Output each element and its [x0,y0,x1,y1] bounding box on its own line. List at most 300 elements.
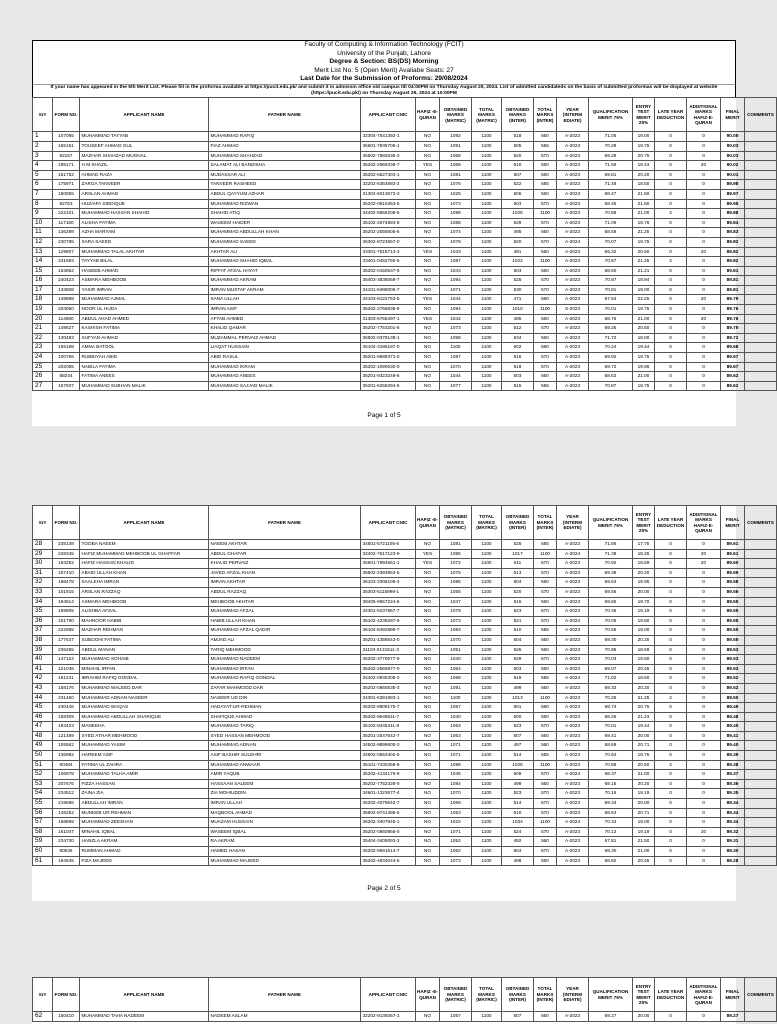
cell-late-year-deduction: 0 [655,616,687,626]
cell-sr: 30 [33,559,53,569]
cell-hafiz: NO [416,770,440,780]
column-header-late-year-deduction: LATE YEAR DEDUCTION [655,978,687,1012]
cell-late-year-deduction: 0 [655,170,687,180]
cell-father-name: AMIR YAQUB [209,770,361,780]
last-date: Last Date for the Submission of Proforms: 29/08/2024 [300,75,468,83]
cell-late-year-deduction: 0 [655,741,687,751]
cell-form-no: 175971 [53,180,80,190]
cell-obtained-matric: 1070 [440,362,472,372]
cell-final-merit: 89.95 [721,199,745,209]
cell-applicant-cnic: 35202-4934044-6 [361,856,416,866]
header-row [33,506,777,540]
cell-total-inter: 570 [534,285,557,295]
cell-applicant-name: MANEEHA [80,722,209,732]
cell-final-merit: 89.55 [721,635,745,645]
column-header-additional-marks: ADDITIONAL MARKS HAFIZ-E-QURAN [687,506,721,540]
cell-applicant-name: MUHAMMAD ZEESHAN [80,818,209,828]
cell-obtained-matric: 1043 [440,247,472,257]
cell-total-inter: 570 [534,218,557,228]
cell-qualification-merit: 69.16 [589,779,633,789]
cell-obtained-matric: 1042 [440,314,472,324]
column-header-sr: Sr# [33,978,53,1012]
cell-entry-test-merit: 18.75 [633,381,655,391]
cell-final-merit: 89.58 [721,578,745,588]
cell-total-matric: 1100 [472,549,502,559]
cell-form-no: 177637 [53,635,80,645]
cell-total-inter: 560 [534,856,557,866]
cell-year: A-2023 [557,789,589,799]
cell-form-no: 228345 [53,549,80,559]
column-header-additional-marks: ADDITIONAL MARKS HAFIZ-E-QURAN [687,978,721,1012]
cell-final-merit: 89.34 [721,808,745,818]
cell-additional-marks: 0 [687,257,721,267]
cell-late-year-deduction: 0 [655,789,687,799]
cell-total-matric: 1100 [472,655,502,665]
cell-additional-marks: 0 [687,218,721,228]
cell-additional-marks: 20 [687,549,721,559]
cell-form-no: 202055 [53,362,80,372]
cell-applicant-name: ALISHBA AFZAL [80,607,209,617]
cell-final-merit: 89.81 [721,285,745,295]
table-row [33,616,777,626]
table-row [33,132,777,142]
cell-father-name: WASEEM HAIDER [209,218,361,228]
cell-final-merit: 89.53 [721,645,745,655]
header-row [33,98,777,132]
table-row [33,856,777,866]
cell-additional-marks: 0 [687,645,721,655]
column-header-obtained-inter: OBTAINED MARKS (INTER) [502,978,534,1012]
cell-entry-test-merit: 18.69 [633,559,655,569]
cell-sr: 21 [33,324,53,334]
cell-additional-marks: 0 [687,789,721,799]
cell-applicant-cnic: 36104-8492889-7 [361,626,416,636]
cell-form-no: 88244 [53,372,80,382]
cell-father-name: ZIA MOHIUDDIN [209,789,361,799]
cell-total-matric: 1100 [472,540,502,550]
cell-obtained-inter: 514 [502,751,534,761]
cell-total-matric: 1100 [472,180,502,190]
cell-hafiz: NO [416,189,440,199]
cell-total-inter: 570 [534,770,557,780]
table-row [33,568,777,578]
cell-comments [745,333,777,343]
cell-total-inter: 555 [534,381,557,391]
cell-hafiz: YES [416,559,440,569]
cell-qualification-merit: 71.72 [589,333,633,343]
table-row [33,151,777,161]
cell-hafiz: YES [416,549,440,559]
cell-entry-test-merit: 21.50 [633,189,655,199]
cell-total-inter: 560 [534,664,557,674]
cell-final-merit: 89.34 [721,818,745,828]
cell-obtained-matric: 1071 [440,741,472,751]
cell-applicant-cnic: 35201-9688371-0 [361,353,416,363]
cell-final-merit: 89.68 [721,343,745,353]
cell-form-no: 163852 [53,266,80,276]
cell-applicant-cnic: 35202-0860866-0 [361,827,416,837]
cell-year: A-2023 [557,247,589,257]
cell-father-name: ABID RASUL [209,353,361,363]
cell-obtained-matric: 1064 [440,664,472,674]
cell-sr: 59 [33,837,53,847]
cell-form-no: 241693 [53,257,80,267]
cell-comments [745,587,777,597]
cell-form-no: 147124 [53,655,80,665]
cell-father-name: RIFFAT AFZAL HAYAT [209,266,361,276]
cell-obtained-matric: 1045 [440,770,472,780]
cell-total-inter: 570 [534,655,557,665]
cell-entry-test-merit: 19.00 [633,626,655,636]
cell-obtained-inter: 471 [502,295,534,305]
cell-additional-marks: 0 [687,626,721,636]
cell-obtained-inter: 530 [502,285,534,295]
cell-hafiz: NO [416,789,440,799]
cell-applicant-name: MUHAMMAD AJMAL [80,295,209,305]
cell-obtained-inter: 503 [502,372,534,382]
cell-total-matric: 1100 [472,616,502,626]
column-header-qualification-merit: QUALIFICATION MERIT 75% [589,98,633,132]
table-row [33,559,777,569]
cell-year: A-2023 [557,731,589,741]
cell-applicant-name: SARA SAEED [80,237,209,247]
cell-form-no: 157410 [53,568,80,578]
cell-comments [745,635,777,645]
merit-list-header [32,40,736,97]
cell-late-year-deduction: 0 [655,847,687,857]
cell-qualification-merit: 70.55 [589,626,633,636]
column-header-total-matric: TOTAL MARKS (MATRIC) [472,978,502,1012]
cell-year: A-2023 [557,847,589,857]
cell-final-merit: 89.97 [721,189,745,199]
cell-obtained-inter: 515 [502,381,534,391]
cell-final-merit: 89.62 [721,372,745,382]
cell-total-inter: 570 [534,722,557,732]
cell-applicant-name: SAALEHA IMRAN [80,578,209,588]
cell-hafiz: NO [416,324,440,334]
column-header-hafiz: HAFIZ -E- QURAN [416,978,440,1012]
cell-year: A-2024 [557,770,589,780]
cell-total-matric: 1100 [472,257,502,267]
cell-final-merit: 89.82 [721,247,745,257]
cell-year: A-2023 [557,741,589,751]
cell-applicant-name: ASMARA MEHBOOB [80,276,209,286]
cell-comments [745,218,777,228]
cell-entry-test-merit: 20.20 [633,568,655,578]
cell-father-name: ZAFAR MAHMOOD DAR [209,683,361,693]
cell-sr: 18 [33,295,53,305]
cell-applicant-name: MUHAMMAD HASSAN SHAHID [80,209,209,219]
cell-late-year-deduction: 0 [655,578,687,588]
cell-additional-marks: 0 [687,760,721,770]
cell-father-name: AFTAB AHMED [209,314,361,324]
cell-form-no: 149898 [53,295,80,305]
cell-late-year-deduction: 0 [655,189,687,199]
cell-qualification-merit: 70.88 [589,209,633,219]
cell-hafiz: NO [416,276,440,286]
cell-applicant-cnic: 35404-3405093-3 [361,837,416,847]
cell-father-name: MAQBOOL AHMAD [209,808,361,818]
table-row [33,693,777,703]
cell-applicant-cnic: 35202-2565877-0 [361,664,416,674]
column-header-obtained-matric: OBTAINED MARKS (MATRIC) [440,98,472,132]
cell-late-year-deduction: 0 [655,674,687,684]
cell-obtained-matric: 1072 [440,559,472,569]
cell-qualification-merit: 67.81 [589,837,633,847]
table-row [33,779,777,789]
table-body [33,132,777,391]
cell-form-no: 161241 [53,674,80,684]
cell-comments [745,381,777,391]
cell-form-no: 161047 [53,827,80,837]
cell-obtained-inter: 497 [502,741,534,751]
cell-father-name: MUHAMMAD ABDULLAH KHAN [209,228,361,238]
cell-total-inter: 1100 [534,693,557,703]
cell-comments [745,132,777,142]
cell-hafiz: NO [416,257,440,267]
column-header-hafiz: HAFIZ -E- QURAN [416,98,440,132]
cell-applicant-name: MAZHAR REHMAN [80,626,209,636]
cell-comments [745,789,777,799]
cell-year: A-2023 [557,568,589,578]
cell-final-merit: 89.53 [721,664,745,674]
table-row [33,808,777,818]
cell-sr: 43 [33,683,53,693]
table-row [33,305,777,315]
cell-late-year-deduction: 0 [655,818,687,828]
cell-father-name: MUHAMMAD SAEED [209,237,361,247]
cell-entry-test-merit: 19.70 [633,597,655,607]
cell-sr: 41 [33,664,53,674]
cell-form-no: 222995 [53,626,80,636]
cell-final-merit: 89.67 [721,362,745,372]
cell-late-year-deduction: 0 [655,228,687,238]
cell-obtained-inter: 509 [502,770,534,780]
cell-comments [745,266,777,276]
cell-entry-test-merit: 20.45 [633,856,655,866]
cell-total-inter: 555 [534,626,557,636]
cell-applicant-cnic: 36602-8741486-5 [361,808,416,818]
table-row [33,353,777,363]
cell-applicant-cnic: 34502-9899600-3 [361,741,416,751]
cell-final-merit: 90.03 [721,151,745,161]
cell-total-inter: 570 [534,827,557,837]
cell-total-matric: 1100 [472,847,502,857]
cell-applicant-name: MUHAMMAD WAQAS [80,703,209,713]
cell-additional-marks: 0 [687,808,721,818]
cell-entry-test-merit: 18.50 [633,674,655,684]
cell-obtained-inter: 506 [502,189,534,199]
cell-applicant-cnic: 33301-7515713-3 [361,247,416,257]
cell-applicant-cnic: 38405-9657224-6 [361,597,416,607]
cell-total-inter: 570 [534,353,557,363]
cell-qualification-merit: 69.32 [589,683,633,693]
cell-additional-marks: 20 [687,559,721,569]
cell-year: A-2023 [557,655,589,665]
cell-father-name: NASEER UD DIN [209,693,361,703]
cell-final-merit: 89.45 [721,722,745,732]
cell-final-merit: 89.88 [721,209,745,219]
cell-comments [745,655,777,665]
cell-entry-test-merit: 20.50 [633,324,655,334]
cell-late-year-deduction: 0 [655,655,687,665]
table-row [33,597,777,607]
cell-late-year-deduction: 0 [655,837,687,847]
cell-obtained-matric: 1081 [440,540,472,550]
cell-comments [745,664,777,674]
cell-sr: 2 [33,141,53,151]
cell-final-merit: 89.37 [721,770,745,780]
cell-total-matric: 1100 [472,818,502,828]
cell-applicant-cnic: 31304-6013672-3 [361,189,416,199]
cell-obtained-matric: 1040 [440,655,472,665]
table-row [33,333,777,343]
cell-late-year-deduction: 0 [655,770,687,780]
cell-qualification-merit: 68.60 [589,266,633,276]
cell-sr: 24 [33,353,53,363]
cell-form-no: 136982 [53,751,80,761]
cell-entry-test-merit: 21.50 [633,199,655,209]
cell-comments [745,189,777,199]
cell-applicant-name: AHMAD RAZA [80,170,209,180]
cell-form-no: 117150 [53,218,80,228]
cell-total-matric: 1100 [472,276,502,286]
cell-year: A-2023 [557,276,589,286]
cell-hafiz: NO [416,597,440,607]
cell-father-name: MUHAMMAD AFZAL QADIR [209,626,361,636]
cell-father-name: MUHAMMAD AFZAL [209,607,361,617]
cell-form-no: 100756 [53,353,80,363]
cell-father-name: MUAZAM HUSSAIN [209,818,361,828]
cell-year: A-2023 [557,161,589,171]
cell-obtained-inter: 495 [502,228,534,238]
cell-father-name: AMJAD ALI [209,635,361,645]
cell-hafiz: NO [416,209,440,219]
cell-applicant-name: ABDUL MANAN [80,645,209,655]
cell-qualification-merit: 69.27 [589,1012,633,1022]
cell-obtained-inter: 1025 [502,760,534,770]
cell-late-year-deduction: 0 [655,372,687,382]
cell-total-matric: 1100 [472,141,502,151]
cell-applicant-name: HAREEM ASIF [80,751,209,761]
cell-late-year-deduction: 0 [655,199,687,209]
cell-form-no: 234512 [53,789,80,799]
cell-year: A-2023 [557,333,589,343]
cell-applicant-name: AZHA MARYAM [80,228,209,238]
table-row [33,295,777,305]
cell-year: A-2024 [557,549,589,559]
cell-applicant-cnic: 35202-2766838-8 [361,305,416,315]
cell-applicant-cnic: 35201-2547642-7 [361,731,416,741]
cell-qualification-merit: 70.57 [589,257,633,267]
cell-final-merit: 89.61 [721,549,745,559]
cell-entry-test-merit: 19.75 [633,353,655,363]
cell-obtained-inter: 1010 [502,305,534,315]
cell-hafiz: NO [416,645,440,655]
cell-year: A-2023 [557,799,589,809]
cell-entry-test-merit: 18.69 [633,645,655,655]
cell-obtained-matric: 1043 [440,266,472,276]
cell-total-inter: 560 [534,779,557,789]
cell-applicant-name: FIZZA HASSAN [80,779,209,789]
cell-applicant-name: YASIR IMRAN [80,285,209,295]
cell-obtained-inter: 514 [502,799,534,809]
cell-father-name: HAMED HASAN [209,847,361,857]
cell-hafiz: YES [416,314,440,324]
cell-total-matric: 1100 [472,635,502,645]
cell-obtained-inter: 520 [502,587,534,597]
column-header-total-inter: TOTAL MARKS (INTER) [534,98,557,132]
column-header-father-name: FATHER NAME [209,98,361,132]
cell-year: A-2023 [557,199,589,209]
cell-sr: 52 [33,770,53,780]
cell-hafiz: NO [416,856,440,866]
cell-hafiz: NO [416,372,440,382]
cell-qualification-merit: 70.07 [589,237,633,247]
cell-hafiz: NO [416,170,440,180]
cell-sr: 23 [33,343,53,353]
cell-obtained-inter: 513 [502,568,534,578]
cell-qualification-merit: 70.03 [589,655,633,665]
table-row [33,664,777,674]
cell-comments [745,674,777,684]
cell-final-merit: 89.48 [721,712,745,722]
cell-total-inter: 560 [534,635,557,645]
cell-late-year-deduction: 0 [655,856,687,866]
cell-obtained-matric: 1071 [440,285,472,295]
cell-entry-test-merit: 19.50 [633,655,655,665]
cell-obtained-matric: 1053 [440,808,472,818]
cell-sr: 36 [33,616,53,626]
cell-hafiz: NO [416,285,440,295]
cell-late-year-deduction: 0 [655,664,687,674]
cell-qualification-merit: 69.28 [589,151,633,161]
table-row [33,180,777,190]
cell-qualification-merit: 68.62 [589,372,633,382]
cell-comments [745,626,777,636]
cell-form-no: 185171 [53,161,80,171]
cell-form-no: 222101 [53,209,80,219]
cell-applicant-cnic: 35102-4238287-8 [361,616,416,626]
cell-hafiz: NO [416,847,440,857]
cell-additional-marks: 0 [687,540,721,550]
cell-form-no: 188478 [53,578,80,588]
cell-total-matric: 1100 [472,703,502,713]
cell-comments [745,285,777,295]
cell-sr: 14 [33,257,53,267]
cell-qualification-merit: 71.09 [589,218,633,228]
cell-total-matric: 1100 [472,305,502,315]
cell-applicant-cnic: 34602-0553402-6 [361,751,416,761]
cell-hafiz: NO [416,237,440,247]
cell-applicant-name: TOOBA NAEEM [80,540,209,550]
pdf-page-1 [32,40,774,426]
cell-applicant-name: SYED ATHAR MEHMOOD [80,731,209,741]
cell-sr: 44 [33,693,53,703]
cell-total-inter: 560 [534,712,557,722]
cell-total-inter: 560 [534,161,557,171]
cell-applicant-cnic: 35202-3770077-9 [361,655,416,665]
cell-total-matric: 1100 [472,712,502,722]
cell-comments [745,237,777,247]
cell-year: A-2023 [557,266,589,276]
cell-sr: 50 [33,751,53,761]
cell-late-year-deduction: 0 [655,295,687,305]
table-row [33,674,777,684]
cell-form-no: 240423 [53,276,80,286]
cell-hafiz: NO [416,751,440,761]
cell-total-matric: 1100 [472,295,502,305]
